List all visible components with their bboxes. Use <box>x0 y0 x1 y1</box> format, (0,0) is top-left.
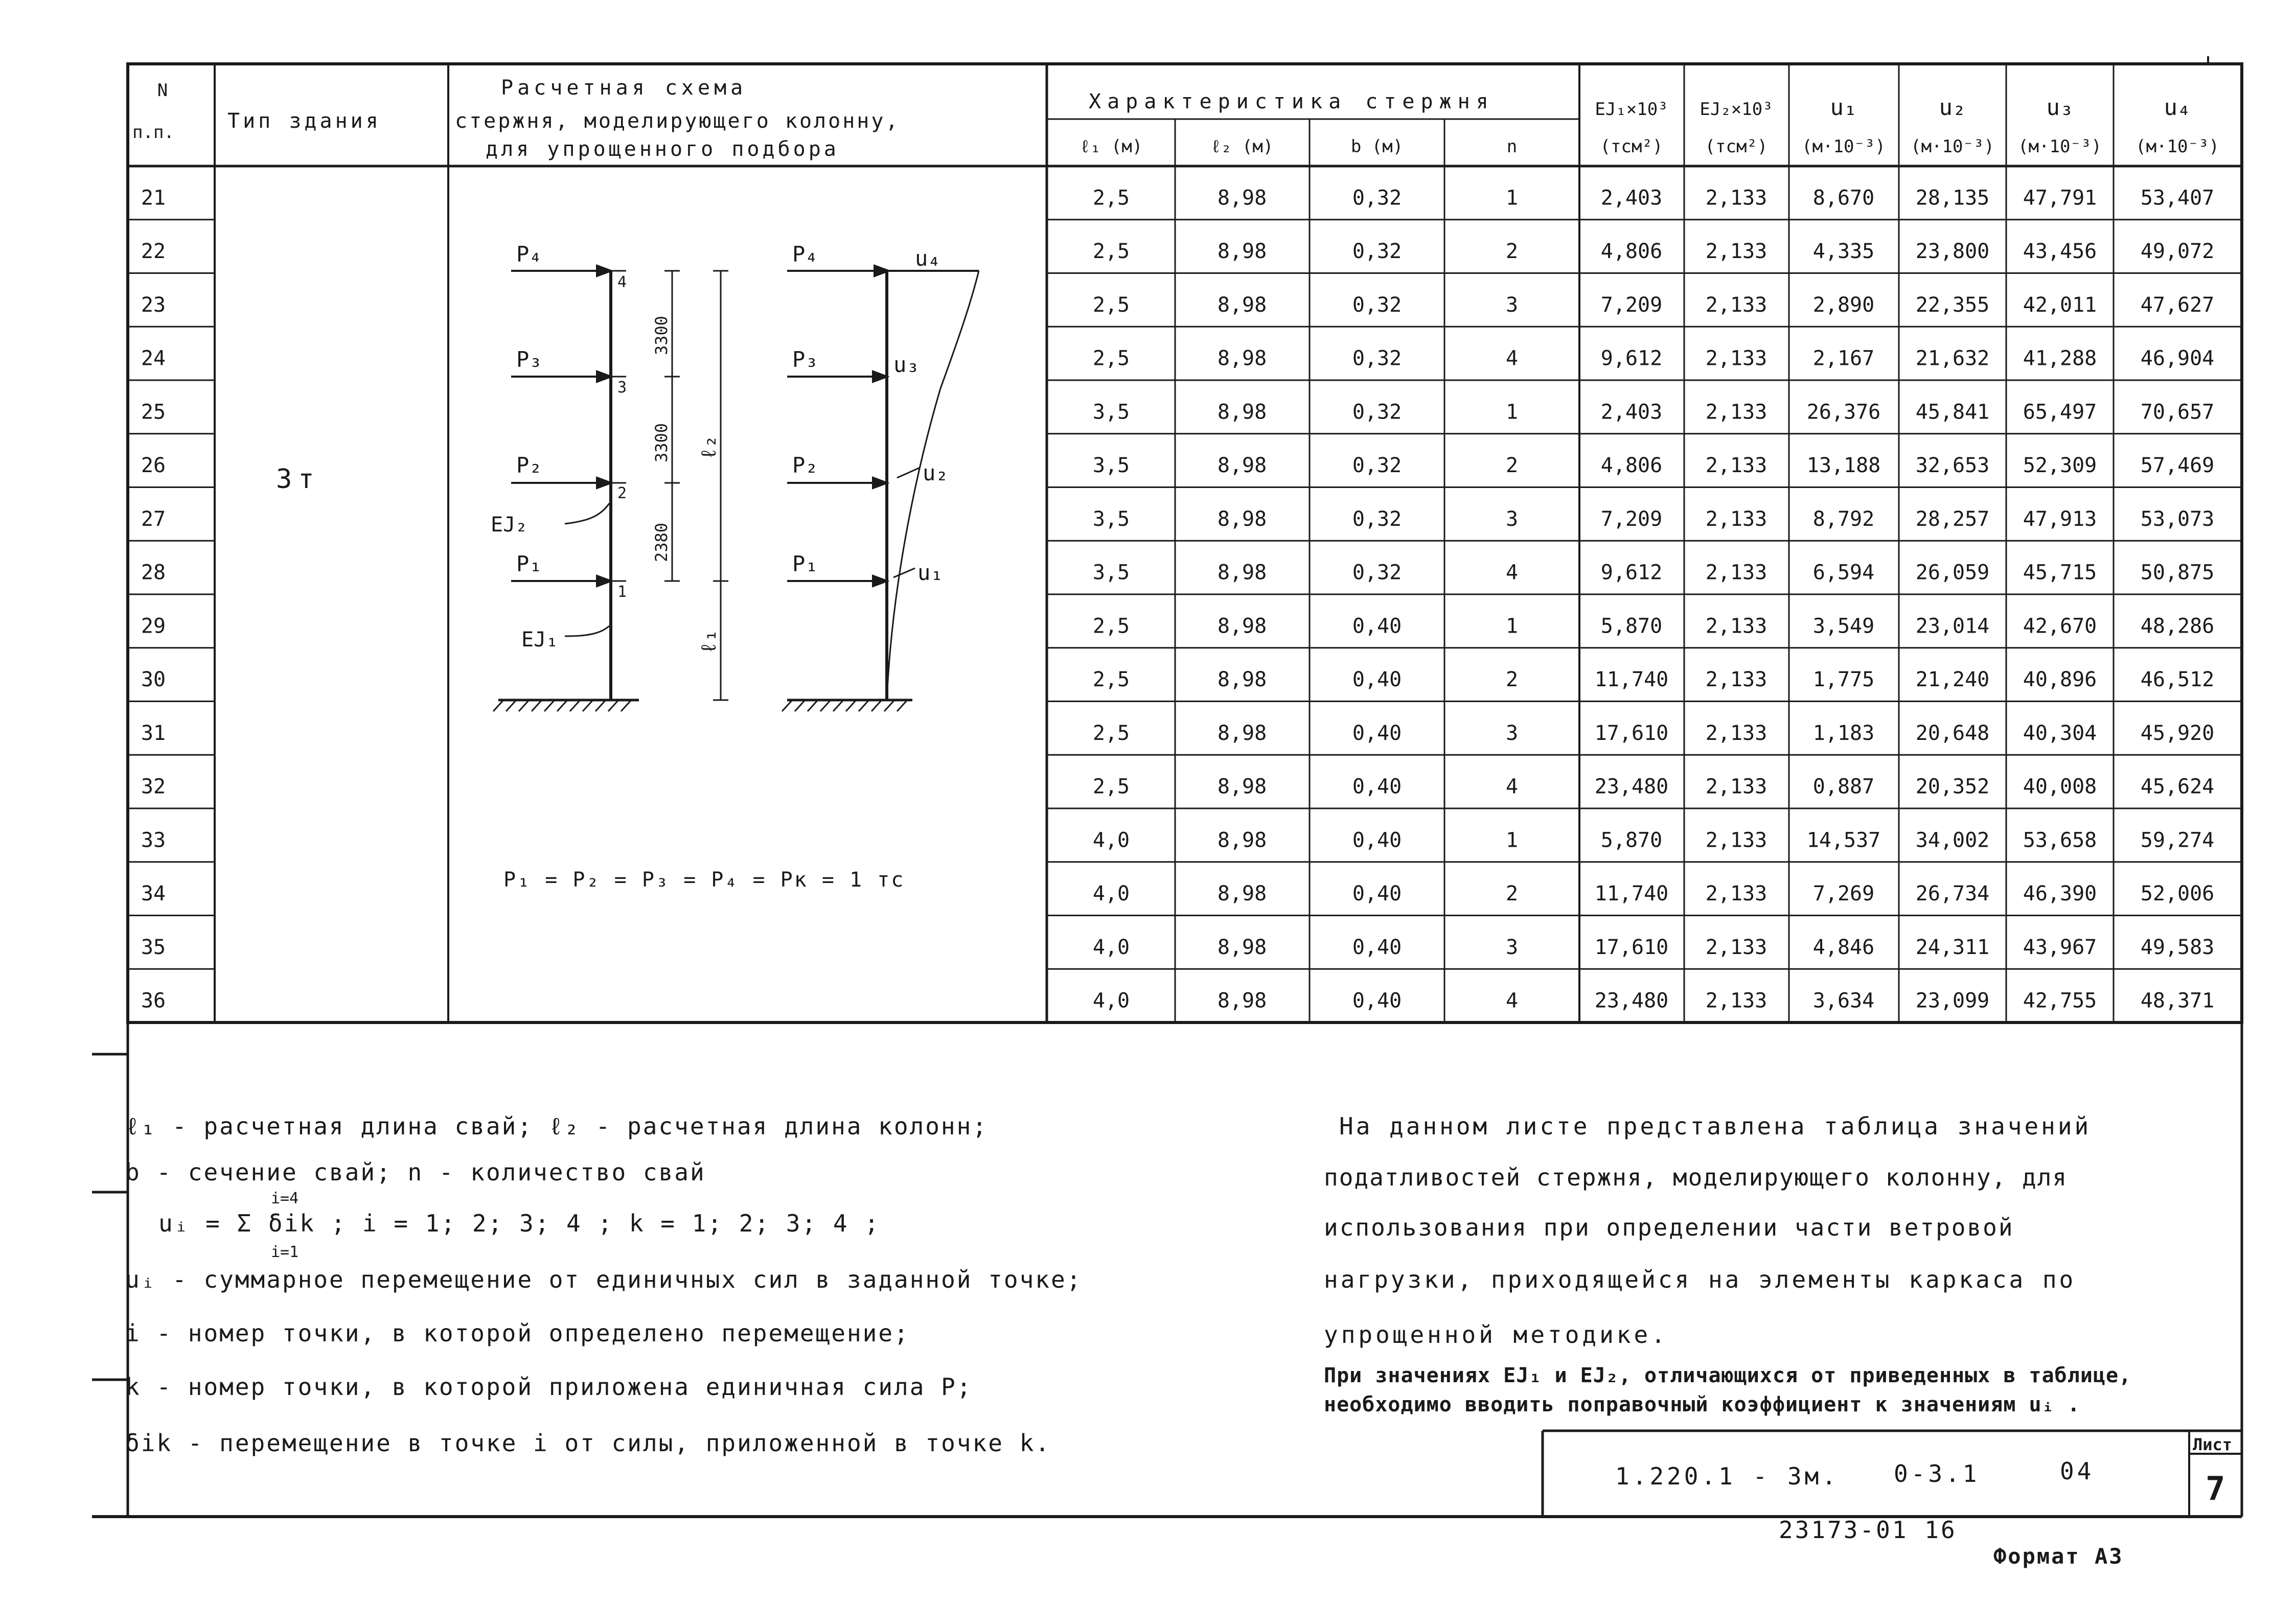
note-r4: нагрузки, приходящейся на элементы каркаса по <box>1324 1266 2076 1293</box>
cell-ej2: 2,133 <box>1705 454 1767 478</box>
note-r7: необходимо вводить поправочный коэффициент к значениям uᵢ . <box>1324 1393 2080 1416</box>
row-number: 27 <box>141 507 166 531</box>
cell-b: 0,32 <box>1352 400 1402 424</box>
cell-u1: 1,183 <box>1812 721 1875 745</box>
cell-ej2: 2,133 <box>1705 293 1767 317</box>
cell-u4: 52,006 <box>2140 882 2215 906</box>
cell-n: 1 <box>1505 186 1519 210</box>
cell-u1: 4,335 <box>1812 240 1875 264</box>
note-sum-bottom: i=1 <box>271 1243 299 1261</box>
dim-l1: ℓ₁ <box>697 629 721 654</box>
label-node-4: 4 <box>617 273 627 291</box>
leader-ej2 <box>565 503 609 524</box>
arrow-head-p1 <box>597 576 611 586</box>
cell-l1: 4,0 <box>1092 882 1130 906</box>
cell-b: 0,40 <box>1352 828 1402 852</box>
row-number: 36 <box>141 989 166 1013</box>
cell-u4: 53,073 <box>2140 507 2215 531</box>
cell-ej2: 2,133 <box>1705 346 1767 370</box>
cell-ej2: 2,133 <box>1705 561 1767 585</box>
cell-u3: 47,791 <box>2023 186 2097 210</box>
cell-u3: 42,011 <box>2023 293 2097 317</box>
cell-l2: 8,98 <box>1217 240 1267 264</box>
cell-l2: 8,98 <box>1217 989 1267 1013</box>
cell-b: 0,32 <box>1352 240 1402 264</box>
arrow-head-p4 <box>597 266 611 276</box>
label-ej1: EJ₁ <box>521 628 559 652</box>
cell-u1: 4,846 <box>1812 935 1875 959</box>
table-row <box>141 347 2214 370</box>
cell-n: 2 <box>1505 454 1519 478</box>
dim-3300-mid: 3300 <box>652 423 671 462</box>
cell-l2: 8,98 <box>1217 454 1267 478</box>
stamp-sheet-code: 0-3.1 <box>1894 1460 1980 1487</box>
cell-l1: 4,0 <box>1092 989 1130 1013</box>
note-r1: На данном листе представлена таблица значений <box>1339 1112 2092 1140</box>
header-scheme-line2: стержня, моделирующего колонну, <box>455 109 900 133</box>
cell-u1: 3,549 <box>1812 614 1875 638</box>
label-u2: u₂ <box>923 460 949 485</box>
cell-ej2: 2,133 <box>1705 989 1767 1013</box>
cell-u1: 0,887 <box>1812 775 1875 799</box>
label-u4: u₄ <box>915 246 941 271</box>
cell-u4: 46,512 <box>2140 668 2215 692</box>
note-l3: uᵢ = Σ δik ; i = 1; 2; 3; 4 ; k = 1; 2; 3; 4 ; <box>158 1210 880 1237</box>
table-row <box>141 668 2214 691</box>
cell-l2: 8,98 <box>1217 186 1267 210</box>
cell-b: 0,40 <box>1352 614 1402 638</box>
note-r2: податливостей стержня, моделирующего колонну, для <box>1324 1164 2068 1191</box>
cell-n: 4 <box>1505 775 1519 799</box>
cell-u4: 50,875 <box>2140 561 2215 585</box>
cell-u2: 23,800 <box>1915 240 1990 264</box>
cell-b: 0,40 <box>1352 989 1402 1013</box>
cell-ej1: 23,480 <box>1594 989 1669 1013</box>
header-characteristic: Характеристика стержня <box>1089 90 1495 113</box>
cell-l2: 8,98 <box>1217 346 1267 370</box>
cell-ej1: 9,612 <box>1600 346 1663 370</box>
label-p4: P₄ <box>516 242 542 267</box>
dim-l2: ℓ₂ <box>697 435 721 460</box>
cell-u2: 21,632 <box>1915 346 1990 370</box>
header-scheme-line1: Расчетная схема <box>501 76 747 100</box>
cell-u4: 49,583 <box>2140 935 2215 959</box>
header-u2-unit: (м·10⁻³) <box>1911 136 1994 157</box>
stamp-code: 1.220.1 - 3м. <box>1615 1462 1840 1490</box>
cell-ej1: 4,806 <box>1600 240 1663 264</box>
cell-b: 0,40 <box>1352 721 1402 745</box>
cell-u3: 43,967 <box>2023 935 2097 959</box>
table-row <box>141 614 2214 638</box>
cell-u2: 28,257 <box>1915 507 1990 531</box>
cell-ej2: 2,133 <box>1705 614 1767 638</box>
cell-n: 4 <box>1505 989 1519 1013</box>
header-u3-unit: (м·10⁻³) <box>2018 136 2102 157</box>
cell-l2: 8,98 <box>1217 400 1267 424</box>
table-row <box>141 882 2214 905</box>
leader-ej1 <box>565 626 609 636</box>
header-n: n <box>1506 136 1518 157</box>
row-number: 22 <box>141 240 166 264</box>
cell-ej2: 2,133 <box>1705 668 1767 692</box>
cell-l1: 2,5 <box>1092 721 1130 745</box>
table-body <box>141 186 2214 1012</box>
cell-b: 0,40 <box>1352 935 1402 959</box>
cell-n: 1 <box>1505 828 1519 852</box>
header-building-type: Тип здания <box>227 109 381 133</box>
row-number: 33 <box>141 828 166 852</box>
cell-u3: 65,497 <box>2023 400 2097 424</box>
cell-ej2: 2,133 <box>1705 507 1767 531</box>
cell-u2: 23,014 <box>1915 614 1990 638</box>
cell-ej1: 11,740 <box>1594 882 1669 906</box>
header-u4-unit: (м·10⁻³) <box>2136 136 2219 157</box>
table-row <box>141 240 2214 263</box>
header-u3: u₃ <box>2046 95 2074 121</box>
cell-u2: 32,653 <box>1915 454 1990 478</box>
row-number: 31 <box>141 721 166 745</box>
cell-ej1: 5,870 <box>1600 828 1663 852</box>
cell-u2: 26,734 <box>1915 882 1990 906</box>
cell-u4: 70,657 <box>2140 400 2215 424</box>
cell-u2: 26,059 <box>1915 561 1990 585</box>
cell-n: 3 <box>1505 935 1519 959</box>
cell-u3: 40,304 <box>2023 721 2097 745</box>
row-number: 21 <box>141 186 166 210</box>
cell-u2: 45,841 <box>1915 400 1990 424</box>
cell-n: 2 <box>1505 240 1519 264</box>
row-number: 26 <box>141 454 166 478</box>
cell-b: 0,40 <box>1352 668 1402 692</box>
cell-l1: 3,5 <box>1092 400 1130 424</box>
cell-u1: 26,376 <box>1806 400 1881 424</box>
note-l2: b - сечение свай; n - количество свай <box>125 1158 706 1186</box>
cell-n: 4 <box>1505 561 1519 585</box>
cell-ej2: 2,133 <box>1705 400 1767 424</box>
doc-number: 23173-01 16 <box>1779 1516 1957 1544</box>
header-u2: u₂ <box>1939 95 1966 121</box>
label-right-p4: P₄ <box>792 242 818 267</box>
cell-u1: 3,634 <box>1812 989 1875 1013</box>
cell-b: 0,32 <box>1352 454 1402 478</box>
header-l2: ℓ₂ (м) <box>1210 136 1274 157</box>
note-r3: использования при определении части ветровой <box>1324 1214 2014 1241</box>
cell-l1: 2,5 <box>1092 240 1130 264</box>
format-label: Формат А3 <box>1993 1544 2124 1569</box>
cell-u1: 8,792 <box>1812 507 1875 531</box>
header-num-line1: N <box>157 80 168 101</box>
cell-u2: 20,648 <box>1915 721 1990 745</box>
header-u4: u₄ <box>2164 95 2191 121</box>
load-formula: P₁ = P₂ = P₃ = P₄ = Pк = 1 тс <box>503 868 905 892</box>
cell-u3: 45,715 <box>2023 561 2097 585</box>
label-right-p3: P₃ <box>792 347 818 372</box>
stamp-list-number: 7 <box>2206 1470 2225 1508</box>
note-l6: k - номер точки, в которой приложена единичная сила P; <box>125 1373 973 1401</box>
cell-ej2: 2,133 <box>1705 882 1767 906</box>
note-l7: δik - перемещение в точке i от силы, приложенной в точке k. <box>125 1429 1051 1457</box>
cell-u1: 2,890 <box>1812 293 1875 317</box>
cell-u4: 46,904 <box>2140 346 2215 370</box>
cell-u3: 40,008 <box>2023 775 2097 799</box>
column-scheme-diagram <box>493 266 979 711</box>
note-l4: uᵢ - суммарное перемещение от единичных сил в заданной точке; <box>125 1266 1083 1293</box>
cell-l1: 4,0 <box>1092 935 1130 959</box>
cell-b: 0,32 <box>1352 293 1402 317</box>
cell-b: 0,32 <box>1352 186 1402 210</box>
cell-n: 3 <box>1505 721 1519 745</box>
cell-u3: 40,896 <box>2023 668 2097 692</box>
row-number: 34 <box>141 882 166 906</box>
cell-ej2: 2,133 <box>1705 935 1767 959</box>
cell-ej1: 7,209 <box>1600 293 1663 317</box>
note-sum-top: i=4 <box>271 1190 299 1207</box>
cell-u2: 21,240 <box>1915 668 1990 692</box>
table-row <box>141 775 2214 799</box>
cell-n: 2 <box>1505 668 1519 692</box>
stamp-number: 04 <box>2060 1457 2095 1485</box>
cell-n: 3 <box>1505 293 1519 317</box>
header-ej1: EJ₁×10³ <box>1595 99 1668 120</box>
cell-u4: 45,920 <box>2140 721 2215 745</box>
cell-u4: 49,072 <box>2140 240 2215 264</box>
row-number: 25 <box>141 400 166 424</box>
label-node-2: 2 <box>617 484 627 502</box>
cell-l1: 2,5 <box>1092 614 1130 638</box>
cell-ej1: 5,870 <box>1600 614 1663 638</box>
cell-l1: 2,5 <box>1092 186 1130 210</box>
cell-n: 3 <box>1505 507 1519 531</box>
row-number: 32 <box>141 775 166 799</box>
dim-3300-top: 3300 <box>652 315 671 355</box>
header-u1-unit: (м·10⁻³) <box>1802 136 1886 157</box>
cell-u3: 53,658 <box>2023 828 2097 852</box>
header-b: b (м) <box>1350 136 1404 157</box>
cell-b: 0,40 <box>1352 882 1402 906</box>
cell-l2: 8,98 <box>1217 561 1267 585</box>
label-p2: P₂ <box>516 453 542 478</box>
header-ej2-unit: (тсм²) <box>1705 136 1768 157</box>
table-row <box>141 989 2214 1013</box>
cell-u2: 24,311 <box>1915 935 1990 959</box>
cell-l2: 8,98 <box>1217 935 1267 959</box>
cell-l1: 2,5 <box>1092 346 1130 370</box>
cell-ej1: 2,403 <box>1600 186 1663 210</box>
table-row <box>141 828 2214 852</box>
label-node-3: 3 <box>617 379 627 397</box>
cell-u4: 57,469 <box>2140 454 2215 478</box>
cell-ej2: 2,133 <box>1705 186 1767 210</box>
cell-l1: 3,5 <box>1092 454 1130 478</box>
cell-u2: 22,355 <box>1915 293 1990 317</box>
cell-l2: 8,98 <box>1217 882 1267 906</box>
cell-u3: 41,288 <box>2023 346 2097 370</box>
cell-l1: 3,5 <box>1092 507 1130 531</box>
header-u1: u₁ <box>1830 95 1857 121</box>
cell-ej1: 17,610 <box>1594 935 1669 959</box>
cell-l2: 8,98 <box>1217 507 1267 531</box>
dim-2380: 2380 <box>652 522 671 562</box>
header-scheme-line3: для упрощенного подбора <box>486 137 839 161</box>
ground-right-hatch <box>782 700 907 711</box>
deflection-curve <box>887 271 979 700</box>
cell-u2: 34,002 <box>1915 828 1990 852</box>
table-row <box>141 186 2214 210</box>
cell-u4: 48,371 <box>2140 989 2215 1013</box>
cell-l2: 8,98 <box>1217 775 1267 799</box>
arrow-head-p3 <box>597 371 611 382</box>
arrow-head-p2 <box>597 478 611 488</box>
ground-left-hatch <box>493 700 631 711</box>
label-u1: u₁ <box>917 560 944 585</box>
row-number: 24 <box>141 346 166 370</box>
cell-b: 0,40 <box>1352 775 1402 799</box>
table-row <box>141 936 2214 959</box>
cell-ej1: 2,403 <box>1600 400 1663 424</box>
table-row <box>141 400 2214 424</box>
cell-l1: 2,5 <box>1092 293 1130 317</box>
cell-u4: 53,407 <box>2140 186 2215 210</box>
cell-l2: 8,98 <box>1217 293 1267 317</box>
header-ej1-unit: (тсм²) <box>1600 136 1663 157</box>
cell-b: 0,32 <box>1352 561 1402 585</box>
cell-u2: 23,099 <box>1915 989 1990 1013</box>
row-number: 29 <box>141 614 166 638</box>
building-type-value: 3т <box>276 464 320 495</box>
header-l1: ℓ₁ (м) <box>1080 136 1143 157</box>
cell-ej2: 2,133 <box>1705 240 1767 264</box>
table-row <box>141 561 2214 585</box>
cell-l2: 8,98 <box>1217 614 1267 638</box>
cell-u4: 45,624 <box>2140 775 2215 799</box>
cell-ej2: 2,133 <box>1705 828 1767 852</box>
note-l1: ℓ₁ - расчетная длина свай; ℓ₂ - расчетная длина колонн; <box>125 1112 989 1140</box>
label-right-p2: P₂ <box>792 453 818 478</box>
cell-u1: 1,775 <box>1812 668 1875 692</box>
table-row-lines <box>128 220 2242 969</box>
cell-n: 2 <box>1505 882 1519 906</box>
cell-l1: 2,5 <box>1092 775 1130 799</box>
label-node-1: 1 <box>617 583 627 601</box>
table-row <box>141 722 2214 745</box>
cell-u2: 20,352 <box>1915 775 1990 799</box>
row-number: 28 <box>141 561 166 585</box>
cell-ej1: 4,806 <box>1600 454 1663 478</box>
cell-u1: 2,167 <box>1812 346 1875 370</box>
label-p1: P₁ <box>516 551 542 576</box>
cell-ej1: 11,740 <box>1594 668 1669 692</box>
row-number: 35 <box>141 935 166 959</box>
table-row <box>141 507 2214 531</box>
label-right-p1: P₁ <box>792 551 818 576</box>
cell-u3: 42,670 <box>2023 614 2097 638</box>
header-ej2: EJ₂×10³ <box>1700 99 1773 120</box>
note-l5: i - номер точки, в которой определено перемещение; <box>125 1319 910 1347</box>
label-p3: P₃ <box>516 347 542 372</box>
cell-l2: 8,98 <box>1217 721 1267 745</box>
note-r5: упрощенной методике. <box>1324 1321 1668 1349</box>
cell-n: 1 <box>1505 400 1519 424</box>
cell-l2: 8,98 <box>1217 668 1267 692</box>
cell-u1: 8,670 <box>1812 186 1875 210</box>
cell-n: 1 <box>1505 614 1519 638</box>
label-u3: u₃ <box>893 352 920 377</box>
table-row <box>141 293 2214 317</box>
cell-l1: 2,5 <box>1092 668 1130 692</box>
cell-ej1: 17,610 <box>1594 721 1669 745</box>
cell-b: 0,32 <box>1352 346 1402 370</box>
cell-ej1: 23,480 <box>1594 775 1669 799</box>
row-number: 23 <box>141 293 166 317</box>
note-r6: При значениях EJ₁ и EJ₂, отличающихся от приведенных в таблице, <box>1324 1364 2132 1387</box>
cell-u1: 13,188 <box>1806 454 1881 478</box>
cell-u4: 48,286 <box>2140 614 2215 638</box>
cell-u3: 42,755 <box>2023 989 2097 1013</box>
cell-u4: 59,274 <box>2140 828 2215 852</box>
cell-u4: 47,627 <box>2140 293 2215 317</box>
stamp-list-label: Лист <box>2193 1435 2233 1454</box>
cell-u1: 14,537 <box>1806 828 1881 852</box>
cell-ej2: 2,133 <box>1705 721 1767 745</box>
cell-l2: 8,98 <box>1217 828 1267 852</box>
cell-ej1: 7,209 <box>1600 507 1663 531</box>
cell-b: 0,32 <box>1352 507 1402 531</box>
cell-u3: 52,309 <box>2023 454 2097 478</box>
cell-u3: 43,456 <box>2023 240 2097 264</box>
cell-u3: 46,390 <box>2023 882 2097 906</box>
cell-u1: 7,269 <box>1812 882 1875 906</box>
row-number: 30 <box>141 668 166 692</box>
cell-ej2: 2,133 <box>1705 775 1767 799</box>
cell-u3: 47,913 <box>2023 507 2097 531</box>
cell-l1: 4,0 <box>1092 828 1130 852</box>
table-row <box>141 454 2214 477</box>
cell-l1: 3,5 <box>1092 561 1130 585</box>
label-ej2: EJ₂ <box>491 513 528 537</box>
cell-u1: 6,594 <box>1812 561 1875 585</box>
cell-u2: 28,135 <box>1915 186 1990 210</box>
header-num-line2: п.п. <box>132 122 174 143</box>
cell-n: 4 <box>1505 346 1519 370</box>
cell-ej1: 9,612 <box>1600 561 1663 585</box>
